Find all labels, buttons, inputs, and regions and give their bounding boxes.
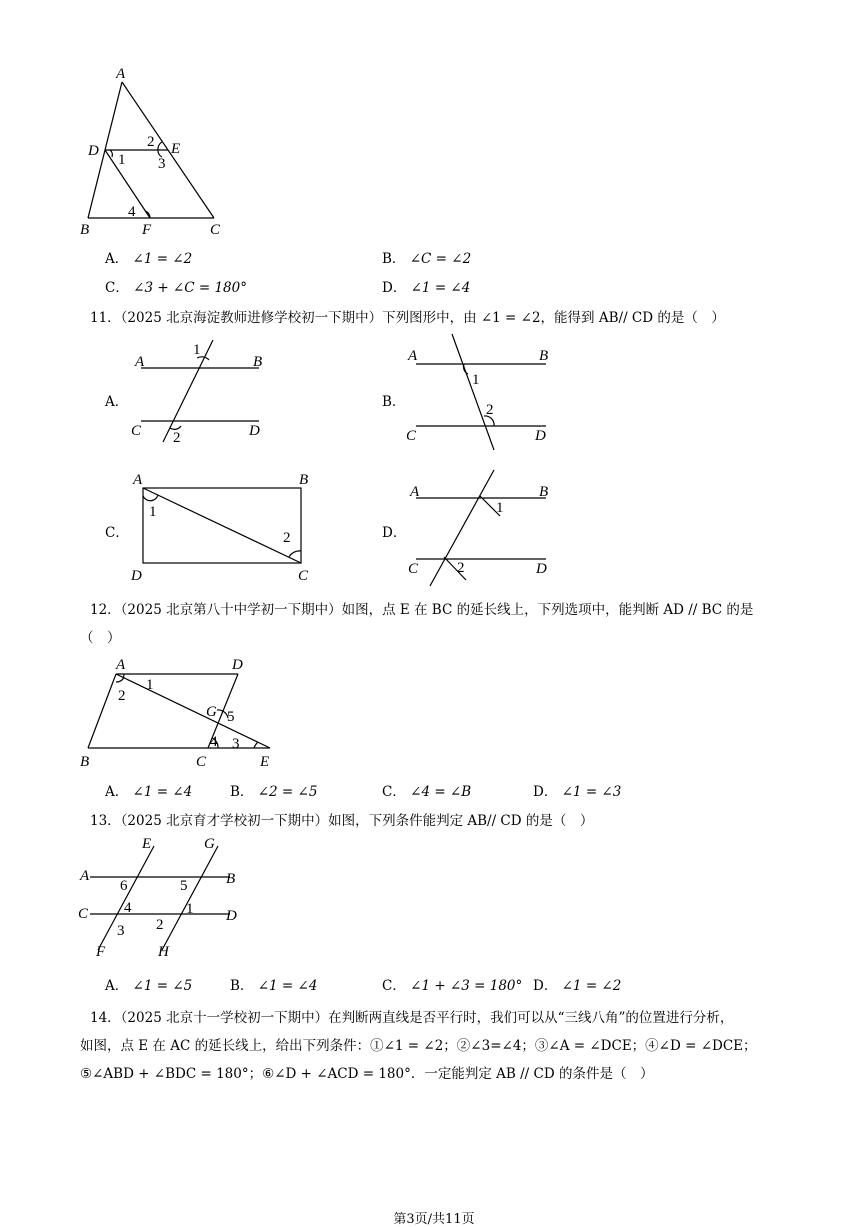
q12-label-D: D <box>232 657 243 673</box>
svg-text:3: 3 <box>232 736 240 752</box>
q10-angle-3: 3 <box>158 156 166 172</box>
q10-label-E: E <box>171 141 181 157</box>
q11-figure-b <box>402 332 562 450</box>
svg-text:2: 2 <box>173 430 181 446</box>
svg-text:6: 6 <box>120 878 128 894</box>
q13-stem: 13．（2025 北京育才学校初一下期中）如图，下列条件能判定 AB// CD 的是（ ） <box>90 813 594 829</box>
q10-option-d[interactable]: D． ∠1 = ∠4 <box>382 280 471 296</box>
q10-option-c[interactable]: C． ∠3 + ∠C = 180° <box>105 280 247 296</box>
svg-text:B: B <box>539 484 549 500</box>
q13-option-a[interactable]: A． ∠1 = ∠5 <box>105 978 193 994</box>
q11-figure-c <box>125 468 325 586</box>
svg-text:2: 2 <box>118 688 126 704</box>
svg-text:2: 2 <box>156 917 164 933</box>
svg-text:1: 1 <box>472 372 480 388</box>
q11-stem: 11．（2025 北京海淀教师进修学校初一下期中）下列图形中，由 ∠1 = ∠2，能得到 AB// CD 的是（ ） <box>90 310 725 326</box>
svg-text:C: C <box>298 568 309 584</box>
svg-text:2: 2 <box>283 530 291 546</box>
q10-label-C: C <box>210 222 221 238</box>
svg-text:1: 1 <box>149 504 157 520</box>
svg-text:C: C <box>408 561 419 577</box>
q11-option-c[interactable]: C． <box>105 525 129 541</box>
q10-option-b[interactable]: B． ∠C = ∠2 <box>382 251 472 267</box>
q12-label-A: A <box>116 657 126 673</box>
q11-figure-a <box>125 338 275 450</box>
svg-text:B: B <box>226 871 236 887</box>
q12-figure <box>72 652 292 772</box>
q10-angle-2: 2 <box>147 134 155 150</box>
svg-text:D: D <box>536 561 547 577</box>
q10-option-a[interactable]: A． ∠1 = ∠2 <box>105 251 193 267</box>
svg-text:2: 2 <box>486 402 494 418</box>
q14-line2: 如图，点 E 在 AC 的延长线上，给出下列条件：①∠1 = ∠2；②∠3=∠4；③∠A = ∠DCE；④∠D = ∠DCE； <box>80 1038 757 1054</box>
svg-text:4: 4 <box>124 900 132 916</box>
svg-text:A: A <box>80 868 90 884</box>
svg-text:B: B <box>539 348 549 364</box>
page-footer: 第3页/共11页 <box>393 1212 475 1227</box>
svg-text:B: B <box>253 354 263 370</box>
svg-text:5: 5 <box>180 878 188 894</box>
q14-line1: 14．（2025 北京十一学校初一下期中）在判断两直线是否平行时，我们可以从“三线八角”的位置进行分析， <box>90 1010 734 1026</box>
svg-text:A: A <box>135 354 145 370</box>
q12-option-d[interactable]: D． ∠1 = ∠3 <box>533 784 622 800</box>
svg-text:5: 5 <box>227 709 235 725</box>
svg-text:H: H <box>158 944 169 960</box>
svg-text:1: 1 <box>146 677 154 693</box>
svg-text:1: 1 <box>496 500 504 516</box>
svg-text:D: D <box>535 428 546 444</box>
q11-option-b[interactable]: B． <box>382 394 406 410</box>
q12-option-b[interactable]: B． ∠2 = ∠5 <box>230 784 318 800</box>
svg-text:3: 3 <box>117 923 125 939</box>
svg-text:4: 4 <box>210 734 218 750</box>
svg-text:C: C <box>406 428 417 444</box>
svg-text:E: E <box>142 836 152 852</box>
q12-option-a[interactable]: A． ∠1 = ∠4 <box>105 784 193 800</box>
q14-line3: ⑤∠ABD + ∠BDC = 180°；⑥∠D + ∠ACD = 180°．一定能判定 AB // CD 的条件是（ ） <box>80 1066 654 1082</box>
svg-text:C: C <box>78 906 89 922</box>
svg-text:A: A <box>410 484 420 500</box>
svg-text:C: C <box>131 423 142 439</box>
svg-text:G: G <box>204 836 215 852</box>
q10-label-A: A <box>116 66 126 82</box>
q11-figure-d <box>402 468 562 588</box>
svg-text:1: 1 <box>193 342 201 358</box>
svg-text:A: A <box>133 472 143 488</box>
q13-figure <box>72 832 262 967</box>
q10-label-D: D <box>88 143 99 159</box>
q11-option-a[interactable]: A． <box>105 394 129 410</box>
q12-label-C: C <box>196 754 207 770</box>
q10-label-B: B <box>80 222 90 238</box>
q12-stem-line1: 12．（2025 北京第八十中学初一下期中）如图，点 E 在 BC 的延长线上，下列选项中，能判断 AD // BC 的是 <box>90 602 754 618</box>
svg-text:2: 2 <box>457 560 465 576</box>
q12-label-E: E <box>260 754 270 770</box>
svg-text:D: D <box>226 908 237 924</box>
q13-option-d[interactable]: D． ∠1 = ∠2 <box>533 978 622 994</box>
q13-option-b[interactable]: B． ∠1 = ∠4 <box>230 978 318 994</box>
q10-figure <box>70 60 240 240</box>
q10-angle-4: 4 <box>128 204 136 220</box>
q11-option-d[interactable]: D． <box>382 525 407 541</box>
q12-stem-line2: （ ） <box>80 630 121 646</box>
q10-label-F: F <box>142 222 152 238</box>
q10-angle-1: 1 <box>118 152 126 168</box>
q12-label-G: G <box>206 704 217 720</box>
svg-text:1: 1 <box>186 901 194 917</box>
svg-text:D: D <box>249 423 260 439</box>
svg-text:B: B <box>299 472 309 488</box>
q12-label-B: B <box>80 754 90 770</box>
svg-text:D: D <box>131 568 142 584</box>
svg-text:A: A <box>408 348 418 364</box>
q13-option-c[interactable]: C． ∠1 + ∠3 = 180° <box>382 978 523 994</box>
svg-text:F: F <box>96 944 106 960</box>
q12-option-c[interactable]: C． ∠4 = ∠B <box>382 784 472 800</box>
